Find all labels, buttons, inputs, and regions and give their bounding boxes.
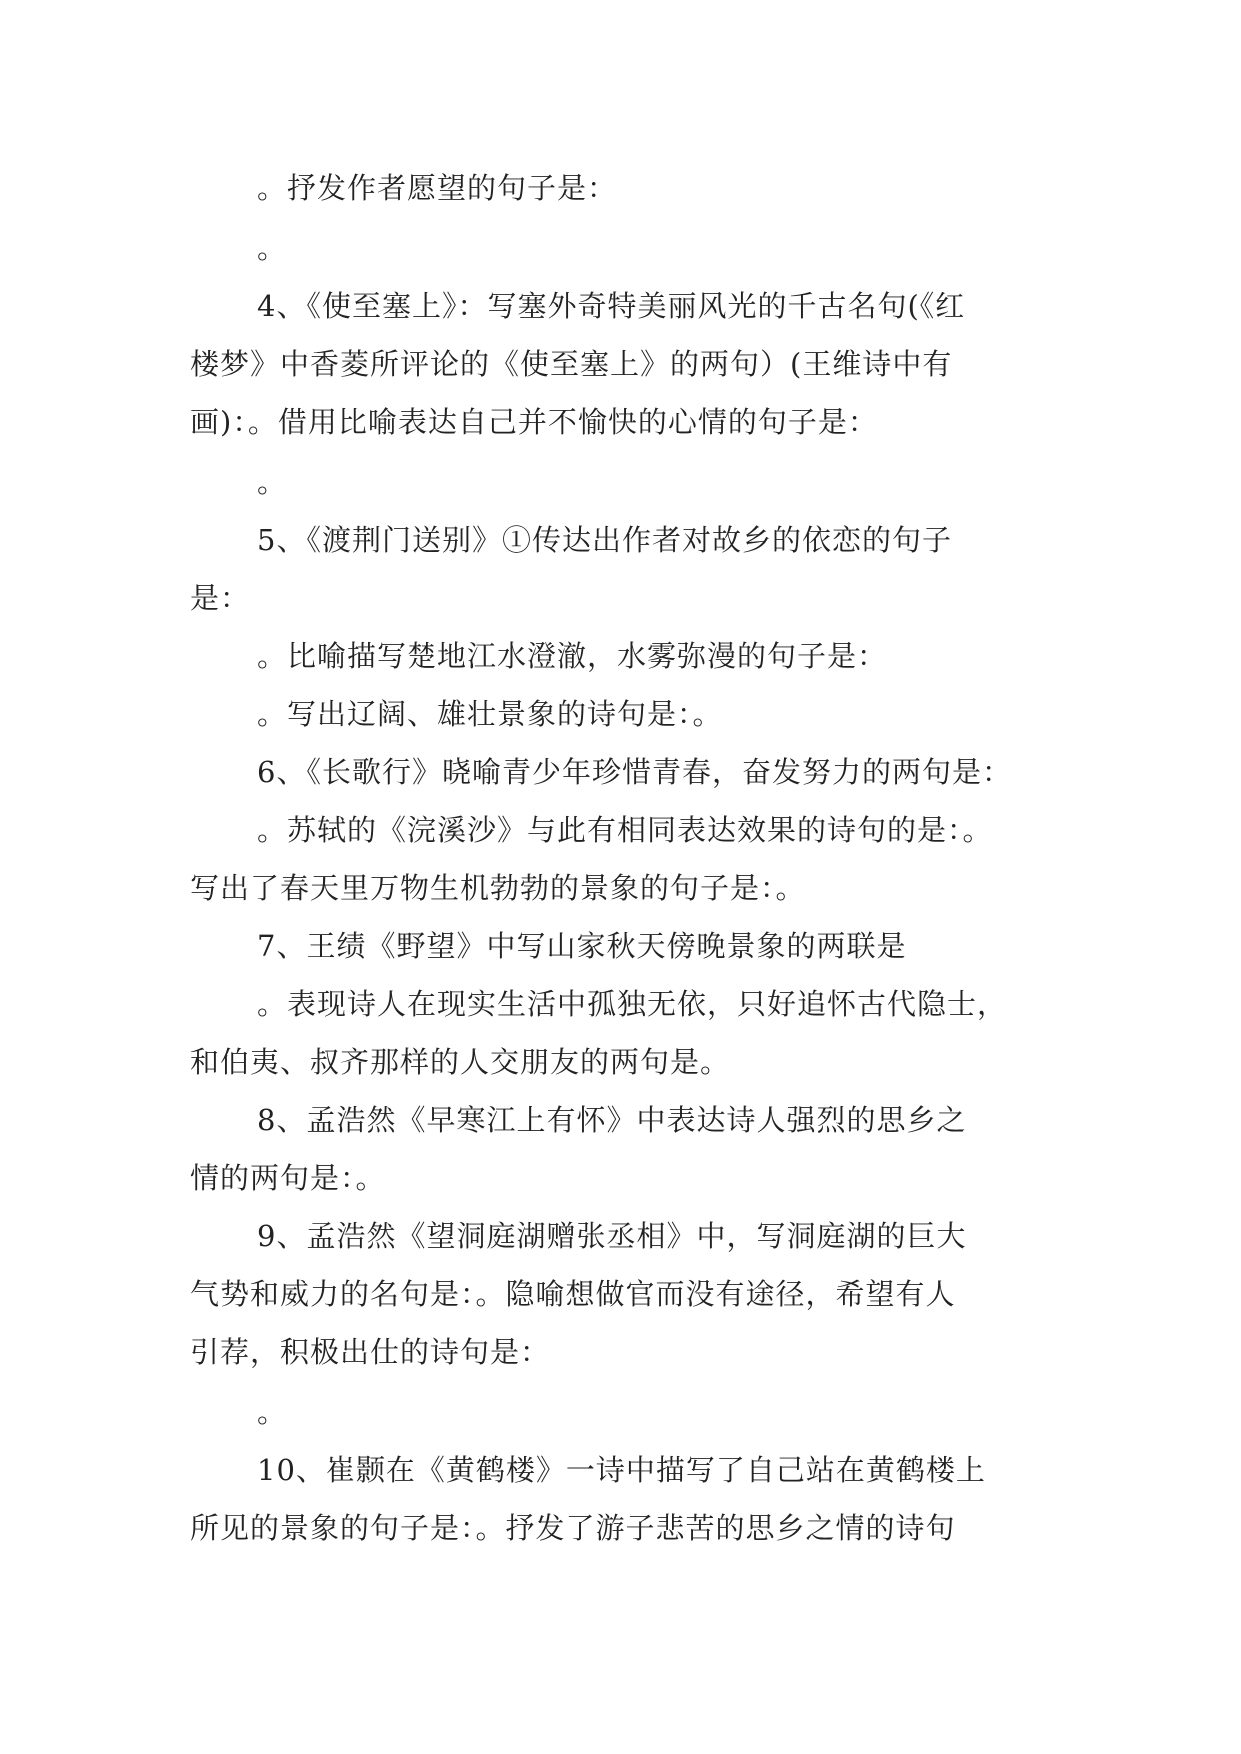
text-line: 6、《长歌行》晓喻青少年珍惜青春，奋发努力的两句是： [257, 755, 1012, 789]
text-line: 楼梦》中香菱所评论的《使至塞上》的两句）(王维诗中有 [190, 347, 953, 381]
text-line: 。 [257, 1395, 288, 1429]
text-line: 10、崔颢在《黄鹤楼》一诗中描写了自己站在黄鹤楼上 [257, 1453, 986, 1487]
text-line: 是： [190, 581, 251, 615]
text-line: 。苏轼的《浣溪沙》与此有相同表达效果的诗句的是：。 [257, 813, 993, 847]
text-line: 写出了春天里万物生机勃勃的景象的句子是：。 [190, 871, 806, 905]
text-line: 和伯夷、叔齐那样的人交朋友的两句是。 [190, 1045, 731, 1079]
text-line: 。 [257, 465, 288, 499]
text-line: 气势和威力的名句是：。隐喻想做官而没有途径，希望有人 [190, 1277, 956, 1311]
text-line: 。表现诗人在现实生活中孤独无依，只好追怀古代隐士， [257, 987, 1008, 1021]
text-line: 8、孟浩然《早寒江上有怀》中表达诗人强烈的思乡之 [257, 1103, 967, 1137]
text-line: 7、王绩《野望》中写山家秋天傍晚景象的两联是 [257, 929, 907, 963]
text-line: 9、孟浩然《望洞庭湖赠张丞相》中，写洞庭湖的巨大 [257, 1219, 967, 1253]
text-line: 情的两句是：。 [190, 1161, 386, 1195]
text-line: 。 [257, 231, 288, 265]
text-line: 。比喻描写楚地江水澄澈，水雾弥漫的句子是： [257, 639, 888, 673]
text-line: 。抒发作者愿望的句子是： [257, 171, 618, 205]
text-line: 画)：。借用比喻表达自己并不愉快的心情的句子是： [190, 405, 878, 439]
text-line: 引荐，积极出仕的诗句是： [190, 1335, 551, 1369]
text-line: 所见的景象的句子是：。抒发了游子悲苦的思乡之情的诗句 [190, 1511, 956, 1545]
text-line: 。写出辽阔、雄壮景象的诗句是：。 [257, 697, 723, 731]
text-line: 4、《使至塞上》：写塞外奇特美丽风光的千古名句(《红 [257, 289, 966, 323]
text-line: 5、《渡荆门送别》①传达出作者对故乡的依恋的句子 [257, 523, 952, 557]
